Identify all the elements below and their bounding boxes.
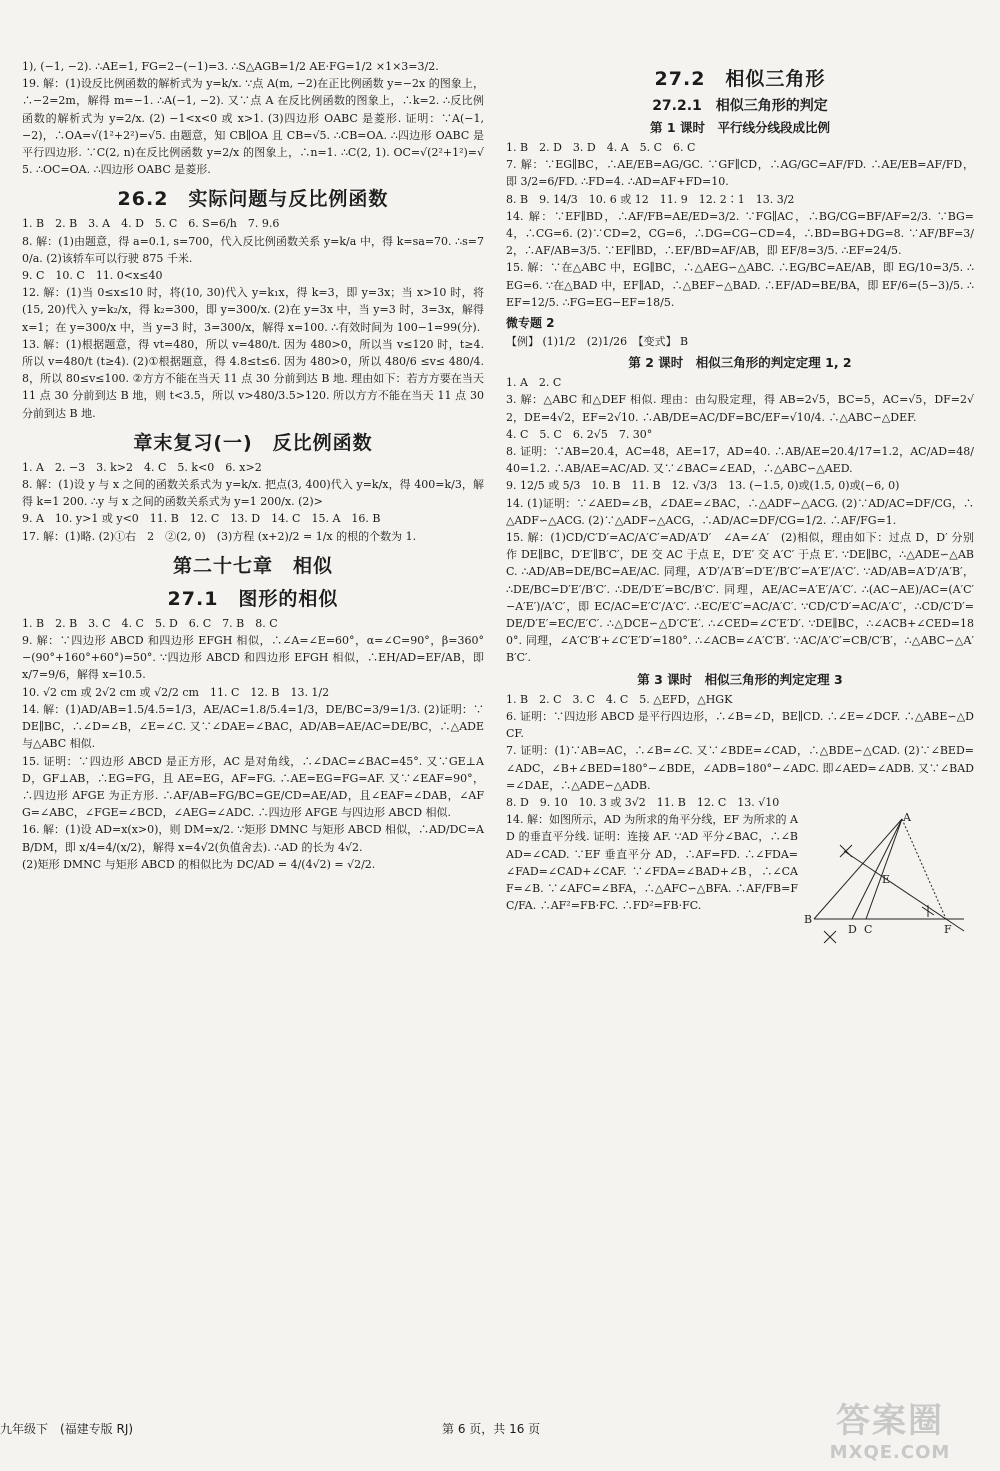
watermark-url: MXQE.COM [829,1442,951,1463]
answer-paragraph: 13. 解：(1)根据题意，得 vt=480，所以 v=480/t. 因为 480>0，所以当 v≤120 时，t≥4. 所以 v=480/t (t≥4). (2)①根据题意，得 4.8≤t≤6. 因为 480>0，所以 480/6 ≤v≤ 480/4.8，所以 80≤v≤100. ②方方不能在当天 11 点 30 分前到达 B 地. 理由如下：若方方要在当天 11 点 30 分前到达 B 地，则 t<3.5，所以 v>480/3.5>120. 所以方方不能在当天 11 点 30 分前到达 B 地. [22,337,484,420]
triangle-construction-diagram [804,811,974,953]
subsection-heading: 27.2.1 相似三角形的判定 [652,98,828,114]
answer-line: 8. B 9. 14/3 10. 6 或 12 11. 9 12. 2∶1 13. 3/2 [506,192,795,206]
right-column [506,58,974,957]
answer-paragraph: 8. 解：(1)由题意，得 a=0.1, s=700，代入反比例函数关系 y=k/a 中，得 k=sa=70. ∴s=70/a. (2)该轿车可以行驶 875 千米. [22,234,484,265]
watermark-logo [790,1393,990,1463]
answer-line: 9. 12/5 或 5/3 10. B 11. B 12. √3/3 13. (−1.5, 0)或(1.5, 0)或(−6, 0) [506,479,900,493]
answer-line: 9. A 10. y>1 或 y<0 11. B 12. C 13. D 14. C 15. A 16. B [22,512,381,526]
answer-line: 4. C 5. C 6. 2√5 7. 30° [506,427,653,441]
section-heading: 章末复习(一) 反比例函数 [133,431,373,454]
segment-ab [814,819,902,919]
answer-paragraph: 7. 证明：(1)∵AB=AC，∴∠B=∠C. 又∵∠BDE=∠CAD，∴△BDE∽△CAD. (2)∵∠BED=∠ADC，∠B+∠BED=180°−∠BDE，∠ADB=180°−∠ADC. 即∠AED=∠ADB. 又∵∠BAD=∠DAE，∴△ADE∽△ADB. [506,744,974,792]
point-label-f: F [944,923,952,937]
answer-paragraph: 14. 解：∵EF∥BD，∴AF/FB=AE/ED=3/2. ∵FG∥AC，∴BG/CG=BF/AF=2/3. ∵BG=4，∴CG=6. (2)∵CD=2，CG=6，∴DG=CG−CD=4，∴BD=BG+DG=8. ∵AF/BF=3/2，∴AF/AB=3/5. ∵EF∥BD，∴EF/BD=AF/AB，即 EF/8=3/5. ∴EF=24/5. [506,209,974,258]
answer-line: 10. √2 cm 或 2√2 cm 或 √2/2 cm 11. C 12. B 13. 1/2 [22,685,330,699]
answer-line: 1. A 2. −3 3. k>2 4. C 5. k<0 6. x>2 [22,460,262,474]
answer-paragraph: 3. 解：△ABC 和△DEF 相似. 理由：由勾股定理，得 AB=2√5，BC=5，AC=√5，DF=2√2，DE=4√2，EF=2√10. ∴AB/DE=AC/DF=BC/EF=√10/4. ∴△ABC∽△DEF. [506,393,974,424]
section-heading: 27.2 相似三角形 [654,68,826,90]
point-label-a: A [903,811,911,825]
answer-paragraph: 12. 解：(1)当 0≤x≤10 时，将(10, 30)代入 y=k₁x，得 k=3，即 y=3x；当 x>10 时，将(15, 20)代入 y=k₂/x，得 k₂=300，即 y=300/x. (2)在 y=3x 中，当 y=3 时，3=3x，解得 x=1；在 y=300/x 中，当 y=3 时，3=300/x，解得 x=100. ∴有效时间为 100−1=99(分). [22,286,484,334]
answer-paragraph: 8. 解：(1)设 y 与 x 之间的函数关系式为 y=k/x. 把点(3, 400)代入 y=k/x，得 400=k/3，解得 k=1 200. ∴y 与 x 之间的函数关系式为 y=1 200/x. (2)> [22,478,484,509]
arc-mark [824,931,836,943]
answer-paragraph: 17. 解：(1)略. (2)①右 2 ②(2, 0) (3)方程 (x+2)/2 = 1/x 的根的个数为 1. [22,529,417,543]
answer-paragraph: 14. (1)证明：∵∠AED=∠B，∠DAE=∠BAC，∴△ADF∽△ACG. (2)∵AD/AC=DF/CG，∴△ADF∽△ACG. (2)∵△ADF∽△ACG，∴AD/AC=DF/CG=1/2. ∴AF/FG=1. [506,496,974,527]
segment-ad [852,819,902,919]
arc-mark [922,905,934,917]
point-label-d: D [848,923,857,937]
micro-topic-heading: 微专题 2 [506,316,555,331]
answer-paragraph: 15. 解：(1)CD/C′D′=AC/A′C′=AD/A′D′ ∠A=∠A′ (2)相似，理由如下：过点 D，D′ 分别作 DE∥BC，D′E′∥B′C′，DE 交 AC 于点 E，D′E′ 交 A′C′ 于点 E′. ∵DE∥BC，∴△ADE∽△ABC. ∴AD/AB=DE/BC=AE/AC. 同理，A′D′/A′B′=D′E′/B′C′=A′E′/A′C′. ∵AD/AB=A′D′/A′B′，∴DE/BC=D′E′/B′C′. ∴DE/D′E′=BC/B′C′. 同理，AE/AC=A′E′/A′C′. ∴(AC−AE)/AC=(A′C′−A′E′)/A′C′，即 EC/AC=E′C′/A′C′. ∴EC/E′C′=AC/A′C′. ∵CD/C′D′=AC/A′C′，∴CD/C′D′=DE/D′E′=EC/E′C′. ∴△DCE∽△D′C′E′. ∴∠CED=∠C′E′D′. ∵DE∥BC，∴∠ACB+∠CED=180°. 同理，∠A′C′B′+∠C′E′D′=180°. ∴∠ACB=∠A′C′B′. ∵AC/A′C′=CB/C′B′，∴△ABC∽△A′B′C′. [506,531,974,665]
point-label-b: B [804,913,813,927]
answer-paragraph: 15. 证明：∵四边形 ABCD 是正方形，AC 是对角线，∴∠DAC=∠BAC=45°. 又∵GE⊥AD，GF⊥AB，∴EG=FG，且 AE=EG，AF=FG. ∴AE=EG=FG=AF. 又∵∠EAF=90°，∴四边形 AFGE 为正方形. ∴AF/AB=FG/BC=GE/CD=AE/AD，且∠EAF=∠DAB，∠AFG=∠ABC，∠FGE=∠BCD，∠AEG=∠ADC. ∴四边形 AFGE 与四边形 ABCD 相似. [22,754,484,820]
lesson-heading: 第 3 课时 相似三角形的判定定理 3 [637,671,843,687]
answer-line: 1. B 2. B 3. A 4. D 5. C 6. S=6/h 7. 9.6 [22,217,280,231]
answer-paragraph: 8. 证明：∵AB=20.4，AC=48，AE=17，AD=40. ∴AB/AE=20.4/17=1.2，AC/AD=48/40=1.2. ∴AB/AE=AC/AD. 又∵∠BAC=∠EAD，∴△ABC∽△AED. [506,445,974,476]
point-label-e: E [882,873,891,887]
answer-paragraph: 19. 解：(1)设反比例函数的解析式为 y=k/x. ∵点 A(m, −2)在正比例函数 y=−2x 的图象上，∴−2=2m，解得 m=−1. ∴A(−1, −2). 又∵点 A 在反比例函数的图象上，∴k=2. ∴反比例函数的解析式为 y=2/x. (2) −1<x<0 或 x>1. (3)四边形 OABC 是菱形. 证明：∵A(−1, −2)，∴OA=√(1²+2²)=√5. 由题意，知 CB∥OA 且 CB=√5. ∴CB=OA. ∴四边形 OABC 是平行四边形. ∵C(2, n)在反比例函数 y=2/x 的图象上，∴n=1. ∴C(2, 1). OC=√(2²+1²)=√5. ∴OC=OA. ∴四边形 OABC 是菱形. [22,77,484,177]
answer-line: 9. C 10. C 11. 0<x≤40 [22,269,163,283]
lesson-heading: 第 2 课时 相似三角形的判定定理 1, 2 [628,355,852,371]
watermark-text: 答案圈 [836,1401,944,1441]
left-column [22,58,484,873]
answer-paragraph: 15. 解：∵在△ABC 中，EG∥BC，∴△AEG∽△ABC. ∴EG/BC=AE/AB，即 EG/10=3/5. ∴EG=6. ∵在△BAD 中，EF∥AD，∴△BEF∽△BAD. ∴EF/AD=BE/BA，即 EF/6=(5−3)/5. ∴EF=12/5. ∴FG=EG−EF=18/5. [506,261,974,309]
geometry-figure [804,811,974,953]
chapter-heading: 第二十七章 相似 [172,554,333,577]
answer-paragraph: 14. 解：(1)AD/AB=1.5/4.5=1/3，AE/AC=1.8/5.4=1/3，DE/BC=3/9=1/3. (2)证明：∵DE∥BC，∴∠D=∠B，∠E=∠C. 又∵∠DAE=∠BAC，AD/AB=AE/AC=DE/BC，∴△ADE 与△ABC 相似. [22,702,484,751]
answer-paragraph: 6. 证明：∵四边形 ABCD 是平行四边形，∴∠B=∠D，BE∥CD. ∴∠E=∠DCF. ∴△ABE∽△DCF. [506,709,974,741]
section-heading: 27.1 图形的相似 [167,587,339,610]
edition-label: 九年级下 (福建专版 RJ) [0,1422,134,1436]
answer-line: 1. B 2. D 3. D 4. A 5. C 6. C [506,141,696,154]
section-heading: 26.2 实际问题与反比例函数 [117,188,389,211]
answer-paragraph: 7. 解：∵EG∥BC，∴AE/EB=AG/GC. ∵GF∥CD，∴AG/GC=AF/FD. ∴AE/EB=AF/FD，即 3/2=6/FD. ∴FD=4. ∴AD=AF+FD=10. [506,158,974,189]
answer-line: 1. A 2. C [506,376,562,390]
answer-line: 1. B 2. C 3. C 4. C 5. △EFD，△HGK [506,692,733,706]
answer-line: 【例】 (1)1/2 (2)1/26 【变式】 B [506,335,689,349]
arc-mark [840,845,852,857]
lesson-heading: 第 1 课时 平行线分线段成比例 [650,120,830,135]
point-label-c: C [864,923,873,937]
answer-line: 1. B 2. B 3. C 4. C 5. D 6. C 7. B 8. C [22,616,278,630]
answer-line: 8. D 9. 10 10. 3 或 3√2 11. B 12. C 13. √10 [506,795,780,809]
answer-paragraph: 16. 解：(1)设 AD=x(x>0)，则 DM=x/2. ∵矩形 DMNC 与矩形 ABCD 相似，∴AD/DC=AB/DM，即 x/4=4/(x/2)，解得 x=4√2(负值舍去). ∴AD 的长为 4√2. [22,823,484,854]
page-number: 第 6 页，共 16 页 [442,1422,541,1436]
answer-paragraph: 9. 解：∵四边形 ABCD 和四边形 EFGH 相似，∴∠A=∠E=60°，α=∠C=90°，β=360°−(90°+160°+60°)=50°. ∵四边形 ABCD 和四边形 EFGH 相似，∴EH/AD=EF/AB，即 x/7=9/6，解得 x=10.5. [22,634,484,682]
answer-paragraph: 1), (−1, −2). ∴AE=1, FG=2−(−1)=3. ∴S△AGB=1/2 AE·FG=1/2 ×1×3=3/2. [22,60,439,73]
answer-paragraph: (2)矩形 DMNC 与矩形 ABCD 的相似比为 DC/AD = 4/(4√2) = √2/2. [22,857,376,871]
answer-paragraph: 14. 解：如图所示，AD 为所求的角平分线，EF 为所求的 AD 的垂直平分线. 证明：连接 AF. ∵AD 平分∠BAC，∴∠BAD=∠CAD. ∵EF 垂直平分 AD，∴AF=FD. ∴∠FDA=∠FAD=∠CAD+∠CAF. ∵∠FDA=∠BAD+∠B，∴∠CAF=∠B. ∵∠AFC=∠BFA，∴△AFC∽△BFA. ∴AF/FB=FC/FA. ∴AF²=FB·FC. ∴FD²=FB·FC. [506,813,798,913]
